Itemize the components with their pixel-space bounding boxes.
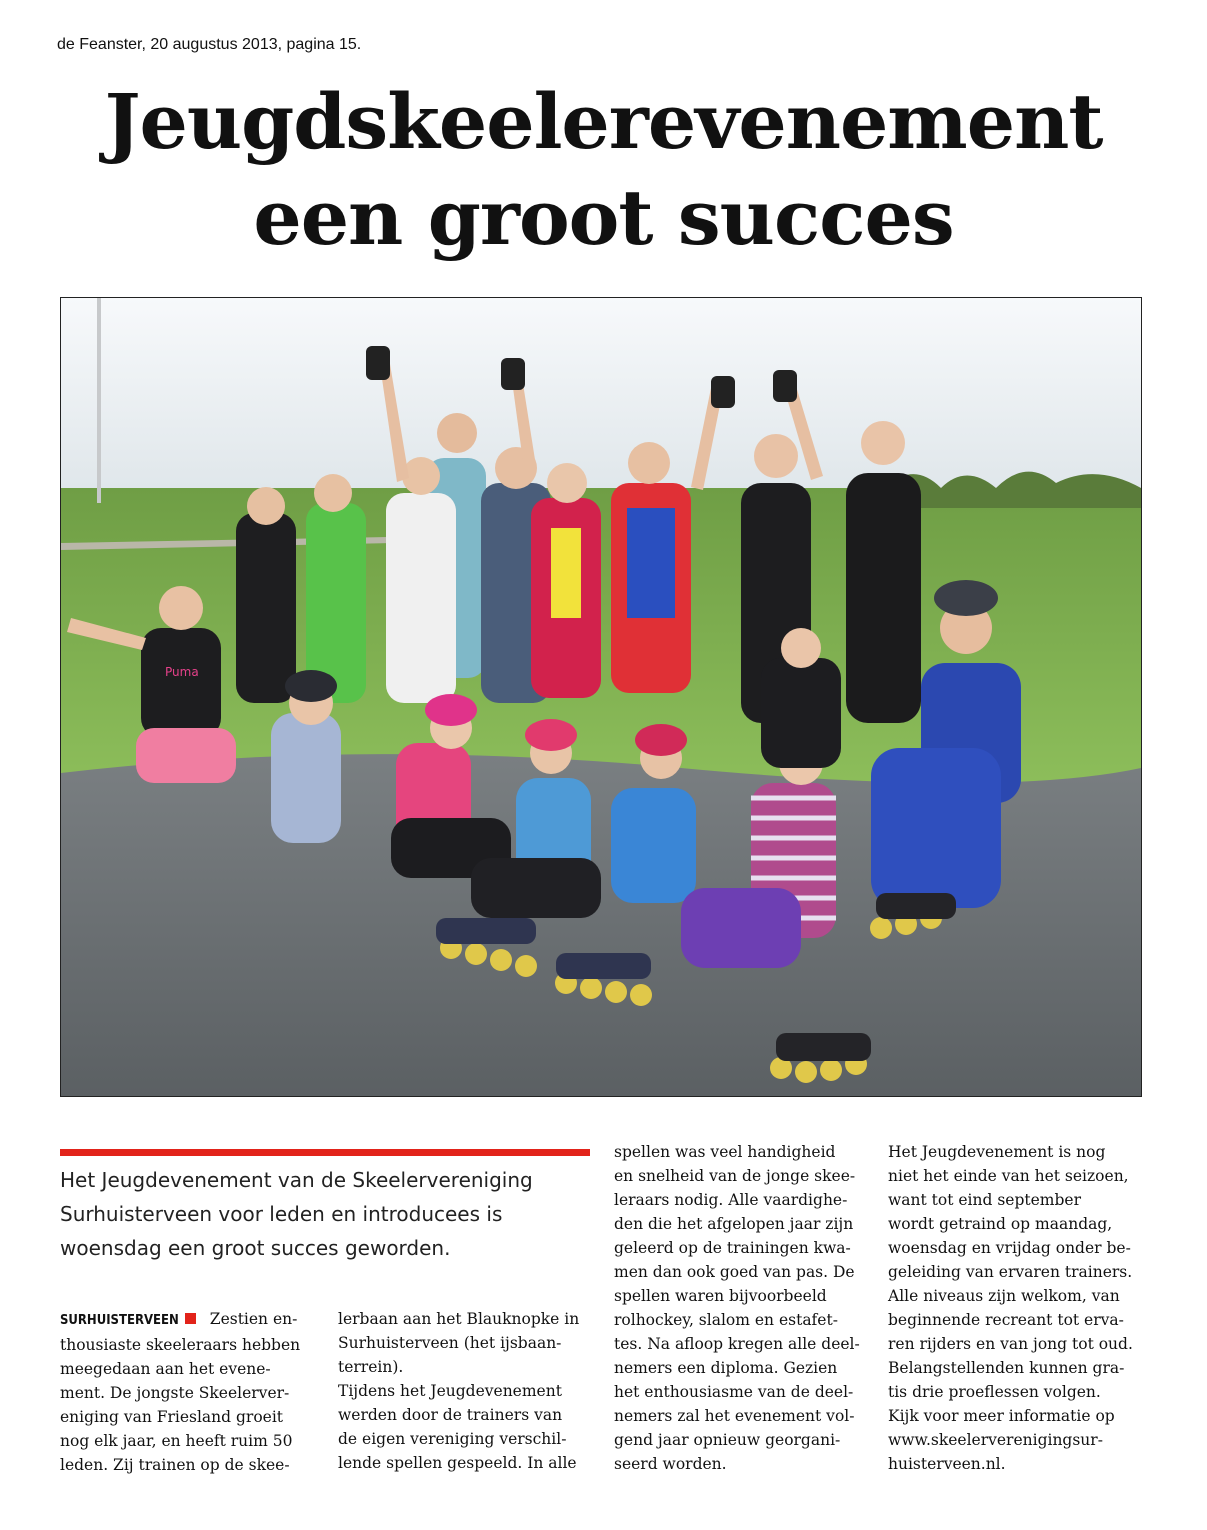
column-line: de eigen vereniging verschil- [338, 1430, 567, 1448]
column-line: nemers een diploma. Gezien [614, 1359, 838, 1377]
column-line: niet het einde van het seizoen, [888, 1167, 1129, 1185]
intro-line: woensdag een groot succes geworden. [60, 1236, 451, 1260]
column-line: werden door de trainers van [338, 1406, 563, 1424]
column-line: den die het afgelopen jaar zijn [614, 1215, 854, 1233]
column-line: want tot eind september [888, 1191, 1081, 1209]
headline-line-2: een groot succes [253, 173, 954, 262]
column-line: spellen was veel handigheid [614, 1143, 836, 1161]
column-line: geleiding van ervaren trainers. [888, 1263, 1133, 1281]
column-line: nemers zal het evenement vol- [614, 1407, 855, 1425]
column-line: en snelheid van de jonge skee- [614, 1167, 856, 1185]
column-line: www.skeelerverenigingsur- [888, 1431, 1103, 1449]
article-column-3 [614, 1140, 870, 1476]
column-line: ment. De jongste Skeelerver- [60, 1384, 290, 1402]
column-line: huisterveen.nl. [888, 1455, 1006, 1473]
column-line: lerbaan aan het Blauknopke in [338, 1310, 580, 1328]
column-line: leraars nodig. Alle vaardighe- [614, 1191, 848, 1209]
intro-lead [60, 1163, 600, 1265]
column-line: Kijk voor meer informatie op [888, 1407, 1115, 1425]
column-line: wordt getraind op maandag, [888, 1215, 1113, 1233]
column-line: meegedaan aan het evene- [60, 1360, 271, 1378]
column-line: Belangstellenden kunnen gra- [888, 1359, 1125, 1377]
article-column-4 [888, 1140, 1144, 1476]
column-line: Het Jeugdevenement is nog [888, 1143, 1106, 1161]
column-line: seerd worden. [614, 1455, 727, 1473]
column-line: terrein). [338, 1358, 404, 1376]
red-rule [60, 1149, 590, 1156]
headline [0, 77, 1207, 266]
intro-line: Surhuisterveen voor leden en introducees is [60, 1202, 503, 1226]
column-line: leden. Zij trainen op de skee- [60, 1456, 290, 1474]
group-photo-illustration [61, 298, 1141, 1096]
column-line: SURHUISTERVEEN Zestien en- [60, 1310, 298, 1328]
headline-line-1: Jeugdskeelerevenement [104, 77, 1103, 166]
column-line: Alle niveaus zijn welkom, van [888, 1287, 1120, 1305]
column-line: rolhockey, slalom en estafet- [614, 1311, 838, 1329]
column-line: geleerd op de trainingen kwa- [614, 1239, 851, 1257]
source-line: de Feanster, 20 augustus 2013, pagina 15. [57, 36, 362, 53]
column-line: lende spellen gespeeld. In alle [338, 1454, 577, 1472]
column-line: beginnende recreant tot erva- [888, 1311, 1124, 1329]
column-line: tis drie proeflessen volgen. [888, 1383, 1101, 1401]
column-line: spellen waren bijvoorbeeld [614, 1287, 827, 1305]
column-line: tes. Na afloop kregen alle deel- [614, 1335, 860, 1353]
column-line: nog elk jaar, en heeft ruim 50 [60, 1432, 293, 1450]
column-line: Tijdens het Jeugdevenement [338, 1382, 562, 1400]
column-line: men dan ook goed van pas. De [614, 1263, 855, 1281]
group-photo [60, 297, 1142, 1097]
dateline: SURHUISTERVEEN [60, 1313, 179, 1328]
article-column-2 [338, 1307, 594, 1475]
column-line: ren rijders en van jong tot oud. [888, 1335, 1133, 1353]
red-square-icon [185, 1313, 196, 1324]
shirt-text: Puma [165, 665, 199, 679]
article-column-1 [60, 1307, 316, 1477]
column-line: woensdag en vrijdag onder be- [888, 1239, 1131, 1257]
column-line: thousiaste skeeleraars hebben [60, 1336, 301, 1354]
column-line: Surhuisterveen (het ijsbaan- [338, 1334, 562, 1352]
column-line: eniging van Friesland groeit [60, 1408, 284, 1426]
column-line: gend jaar opnieuw georgani- [614, 1431, 841, 1449]
intro-line: Het Jeugdevenement van de Skeelervereniging [60, 1168, 533, 1192]
column-line: het enthousiasme van de deel- [614, 1383, 854, 1401]
